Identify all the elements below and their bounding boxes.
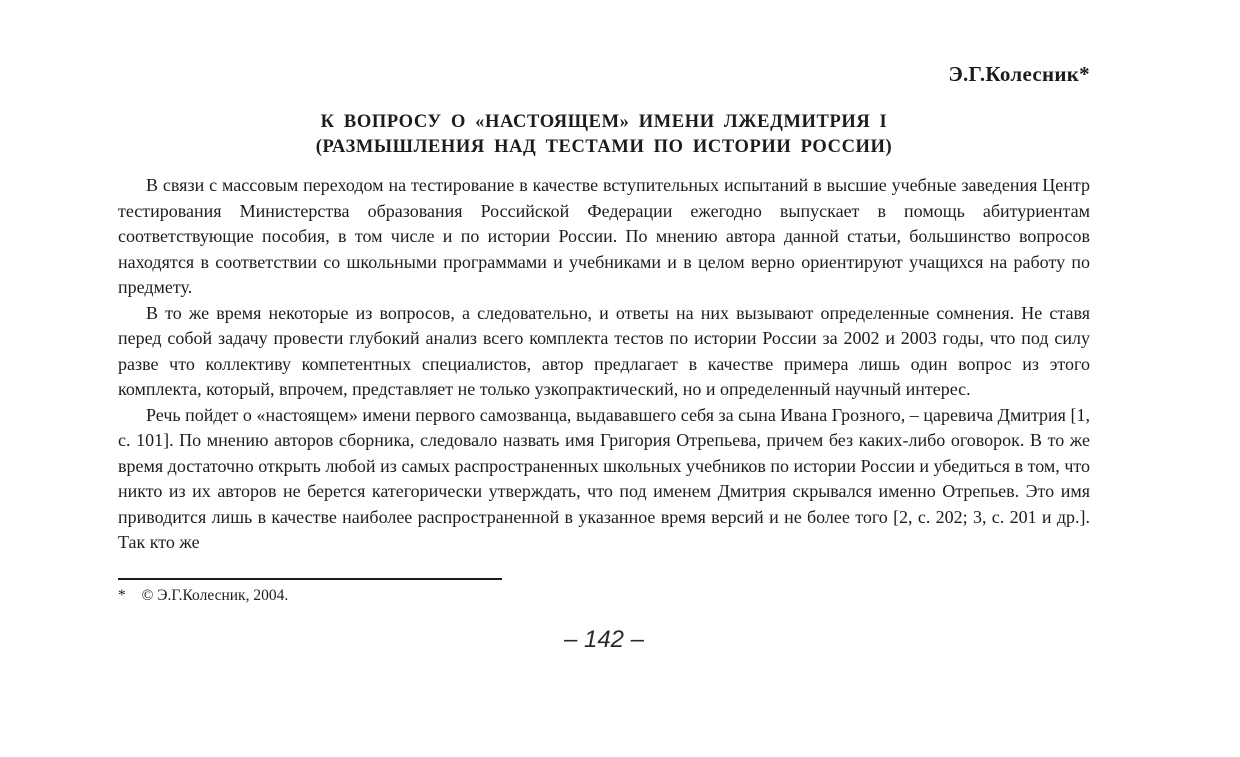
footnote-text: © Э.Г.Колесник, 2004. bbox=[141, 587, 289, 604]
footnote-divider bbox=[118, 578, 502, 580]
title-line-1: К ВОПРОСУ О «НАСТОЯЩЕМ» ИМЕНИ ЛЖЕДМИТРИЯ I bbox=[320, 112, 888, 132]
article-title bbox=[118, 110, 1090, 160]
paragraph-2: В то же время некоторые из вопросов, а следовательно, и ответы на них вызывают определенные сомнения. Не ставя перед собой задачу провести глубокий анализ всего комплекта тестов по истории России за 2002 и 2003 годы, что под силу разве что коллективу компетентных специалистов, автор предлагает в качестве примера лишь один вопрос из этого комплекта, который, впрочем, представляет не только узкопрактический, но и определенный научный интерес. bbox=[118, 302, 1090, 399]
footnote-mark: * bbox=[118, 587, 126, 604]
page-number: – 142 – bbox=[563, 626, 645, 653]
footnote bbox=[118, 587, 288, 605]
paragraph-3: Речь пойдет о «настоящем» имени первого самозванца, выдававшего себя за сына Ивана Грозного, – царевича Дмитрия [1, с. 101]. По мнению авторов сборника, следовало назвать имя Григория Отрепьева, причем без каких-либо оговорок. В то же время достаточно открыть любой из самых распространенных школьных учебников по истории России и убедиться в том, что никто из их авторов не берется категорически утверждать, что под именем Дмитрия скрывался именно Отрепьев. Это имя приводится лишь в качестве наиболее распространенной в указанное время версий и не более того [2, с. 202; 3, с. 201 и др.]. Так кто же bbox=[118, 404, 1090, 552]
article-body bbox=[118, 173, 1090, 556]
title-line-2: (РАЗМЫШЛЕНИЯ НАД ТЕСТАМИ ПО ИСТОРИИ РОССИИ) bbox=[315, 137, 893, 157]
author-name: Э.Г.Колесник* bbox=[948, 62, 1090, 86]
paragraph-1: В связи с массовым переходом на тестирование в качестве вступительных испытаний в высшие учебные заведения Центр тестирования Министерства образования Российской Федерации ежегодно выпускает в помощь абитуриентам соответствующие пособия, в том числе и по истории России. По мнению автора данной статьи, большинство вопросов находятся в соответствии со школьными программами и учебниками и в целом верно ориентируют учащихся на работу по предмету. bbox=[118, 175, 1090, 297]
document-page bbox=[118, 0, 1090, 757]
